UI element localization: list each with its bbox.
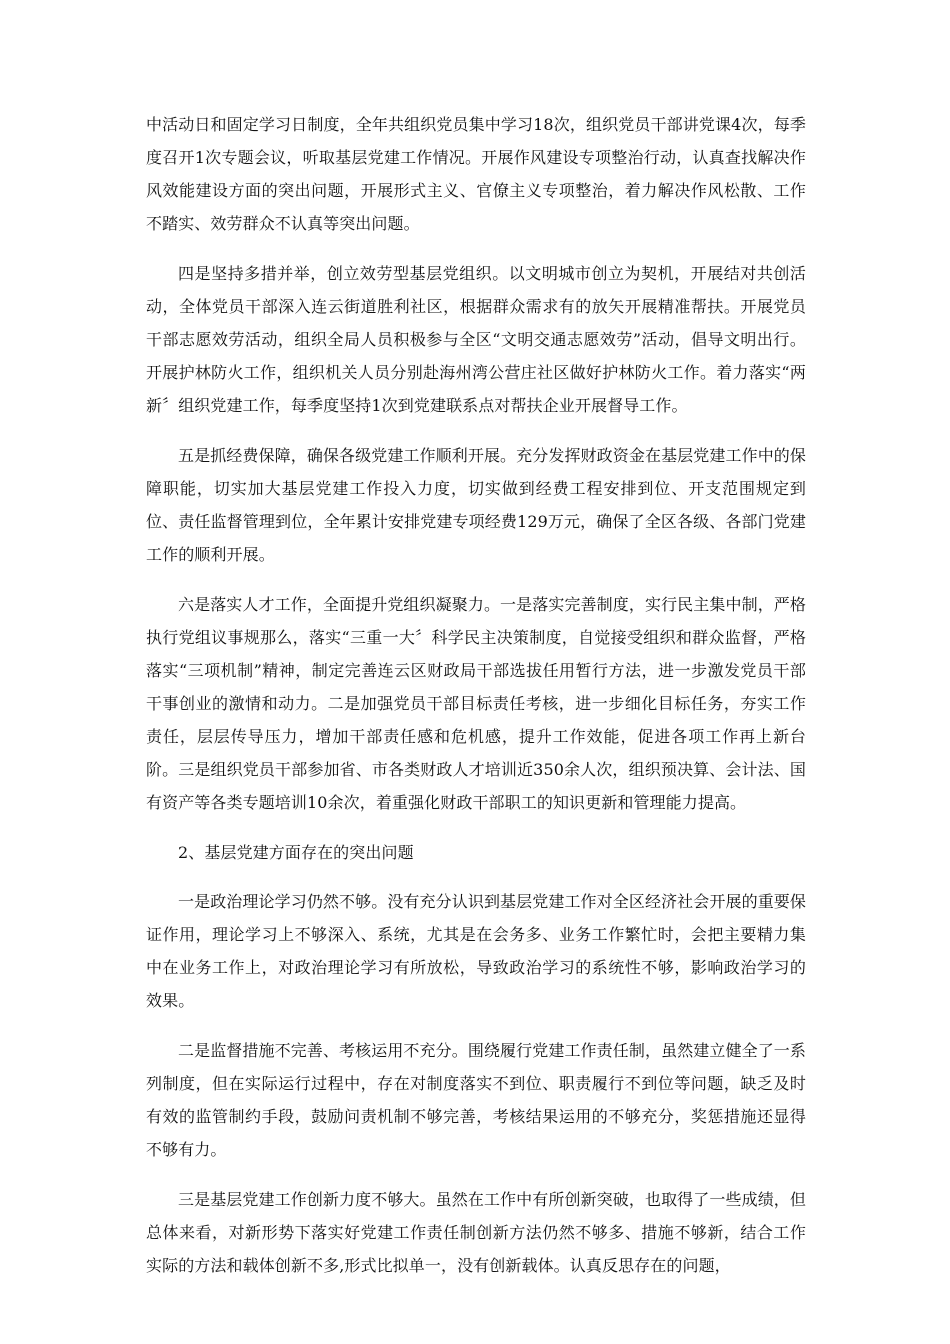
paragraph-funding-guarantee: 五是抓经费保障，确保各级党建工作顺利开展。充分发挥财政资金在基层党建工作中的保障职能，切实加大基层党建工作投入力度，切实做到经费工程安排到位、开支范围规定到位、责任监督管理到位，全年累计安排党建专项经费129万元，确保了全区各级、各部门党建工作的顺利开展。: [146, 446, 806, 564]
paragraph-service-party-organization: 四是坚持多措并举，创立效劳型基层党组织。以文明城市创立为契机，开展结对共创活动，全体党员干部深入连云街道胜利社区，根据群众需求有的放矢开展精准帮扶。开展党员干部志愿效劳活动，组织全局人员积极参与全区“文明交通志愿效劳”活动，倡导文明出行。开展护林防火工作，组织机关人员分别赴海州湾公营庄社区做好护林防火工作。着力落实“两新〞组织党建工作，每季度坚持1次到党建联系点对帮扶企业开展督导工作。: [146, 264, 806, 415]
paragraph-supervision-problem: 二是监督措施不完善、考核运用不充分。围绕履行党建工作责任制，虽然建立健全了一系列制度，但在实际运行过程中，存在对制度落实不到位、职责履行不到位等问题，缺乏及时有效的监管制约手段，鼓励问责机制不够完善，考核结果运用的不够充分，奖惩措施还显得不够有力。: [146, 1041, 806, 1159]
document-body: [146, 108, 806, 1299]
paragraph-innovation-problem: 三是基层党建工作创新力度不够大。虽然在工作中有所创新突破，也取得了一些成绩，但总体来看，对新形势下落实好党建工作责任制创新方法仍然不够多、措施不够新，结合工作实际的方法和载体创新不多,形式比拟单一，没有创新载体。认真反思存在的问题，: [146, 1190, 806, 1275]
section-heading-problems: 2、基层党建方面存在的突出问题: [178, 843, 414, 862]
paragraph-continued-study-system: 中活动日和固定学习日制度，全年共组织党员集中学习18次，组织党员干部讲党课4次，每季度召开1次专题会议，听取基层党建工作情况。开展作风建设专项整治行动，认真查找解决作风效能建设方面的突出问题，开展形式主义、官僚主义专项整治，着力解决作风松散、工作不踏实、效劳群众不认真等突出问题。: [146, 115, 806, 233]
paragraph-theory-study-problem: 一是政治理论学习仍然不够。没有充分认识到基层党建工作对全区经济社会开展的重要保证作用，理论学习上不够深入、系统，尤其是在会务多、业务工作繁忙时，会把主要精力集中在业务工作上，对政治理论学习有所放松，导致政治学习的系统性不够，影响政治学习的效果。: [146, 892, 806, 1010]
paragraph-talent-work: 六是落实人才工作，全面提升党组织凝聚力。一是落实完善制度，实行民主集中制，严格执行党组议事规那么，落实“三重一大〞科学民主决策制度，自觉接受组织和群众监督，严格落实“三项机制”精神，制定完善连云区财政局干部选拔任用暂行方法，进一步激发党员干部干事创业的激情和动力。二是加强党员干部目标责任考核，进一步细化目标任务，夯实工作责任，层层传导压力，增加干部责任感和危机感，提升工作效能，促进各项工作再上新台阶。三是组织党员干部参加省、市各类财政人才培训近350余人次，组织预决算、会计法、国有资产等各类专题培训10余次，着重强化财政干部职工的知识更新和管理能力提高。: [146, 595, 806, 812]
